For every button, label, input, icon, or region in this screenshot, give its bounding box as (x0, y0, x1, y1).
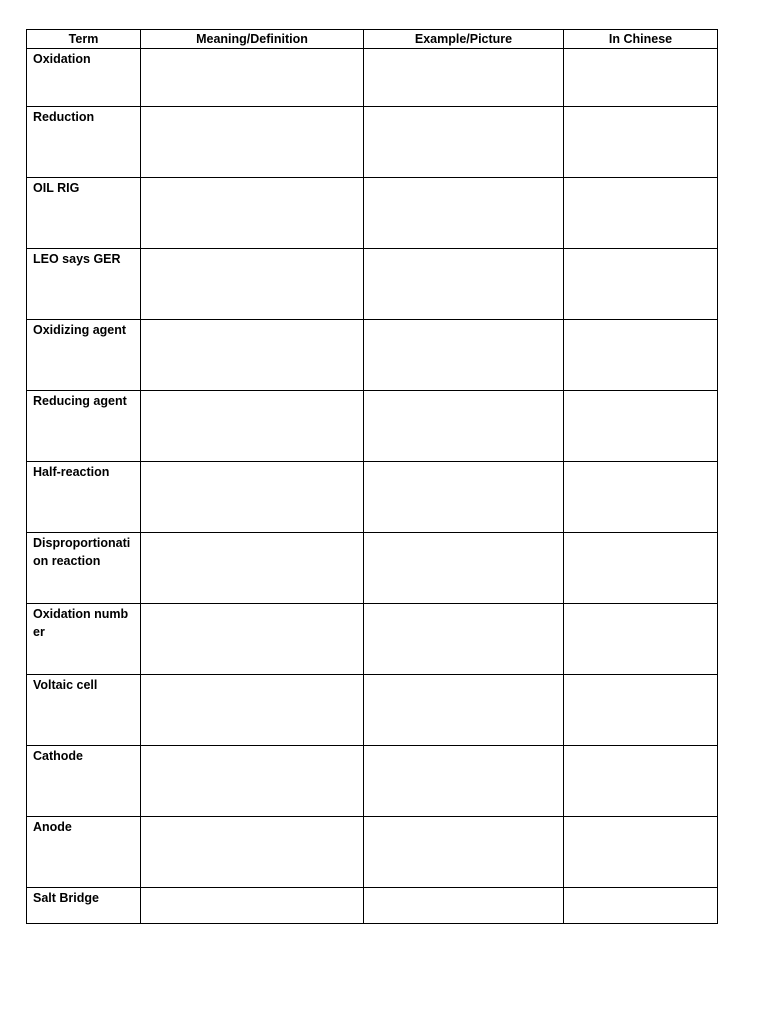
chinese-cell[interactable] (564, 249, 718, 320)
table-row (27, 675, 718, 746)
chinese-cell[interactable] (564, 817, 718, 888)
example-cell[interactable] (364, 746, 564, 817)
term-cell: Anode (27, 817, 141, 888)
chinese-cell[interactable] (564, 107, 718, 178)
meaning-cell[interactable] (141, 604, 364, 675)
table-row (27, 178, 718, 249)
table-row (27, 746, 718, 817)
term-cell: Cathode (27, 746, 141, 817)
meaning-cell[interactable] (141, 675, 364, 746)
meaning-cell[interactable] (141, 320, 364, 391)
example-cell[interactable] (364, 107, 564, 178)
meaning-cell[interactable] (141, 107, 364, 178)
meaning-cell[interactable] (141, 49, 364, 107)
chinese-cell[interactable] (564, 533, 718, 604)
chinese-cell[interactable] (564, 391, 718, 462)
term-cell: OIL RIG (27, 178, 141, 249)
chinese-cell[interactable] (564, 888, 718, 924)
example-cell[interactable] (364, 320, 564, 391)
table-row (27, 249, 718, 320)
chinese-cell[interactable] (564, 604, 718, 675)
meaning-cell[interactable] (141, 817, 364, 888)
table-row (27, 107, 718, 178)
term-cell: Voltaic cell (27, 675, 141, 746)
meaning-cell[interactable] (141, 391, 364, 462)
meaning-cell[interactable] (141, 462, 364, 533)
table-row (27, 49, 718, 107)
term-cell: Reduction (27, 107, 141, 178)
chinese-cell[interactable] (564, 746, 718, 817)
example-cell[interactable] (364, 462, 564, 533)
example-cell[interactable] (364, 888, 564, 924)
term-cell: Oxidizing agent (27, 320, 141, 391)
chinese-cell[interactable] (564, 462, 718, 533)
example-cell[interactable] (364, 604, 564, 675)
chinese-cell[interactable] (564, 49, 718, 107)
header-example: Example/Picture (364, 30, 564, 49)
table-row (27, 604, 718, 675)
example-cell[interactable] (364, 817, 564, 888)
chinese-cell[interactable] (564, 320, 718, 391)
table-row (27, 817, 718, 888)
header-meaning: Meaning/Definition (141, 30, 364, 49)
example-cell[interactable] (364, 178, 564, 249)
example-cell[interactable] (364, 49, 564, 107)
term-cell: Salt Bridge (27, 888, 141, 924)
example-cell[interactable] (364, 249, 564, 320)
example-cell[interactable] (364, 675, 564, 746)
term-cell: Oxidation number (27, 604, 141, 675)
chinese-cell[interactable] (564, 178, 718, 249)
table-row (27, 462, 718, 533)
table-row (27, 391, 718, 462)
meaning-cell[interactable] (141, 249, 364, 320)
term-cell: LEO says GER (27, 249, 141, 320)
meaning-cell[interactable] (141, 533, 364, 604)
table-row (27, 320, 718, 391)
example-cell[interactable] (364, 391, 564, 462)
term-cell: Half-reaction (27, 462, 141, 533)
term-cell: Oxidation (27, 49, 141, 107)
term-cell: Reducing agent (27, 391, 141, 462)
header-chinese: In Chinese (564, 30, 718, 49)
chinese-cell[interactable] (564, 675, 718, 746)
table-row (27, 533, 718, 604)
term-cell: Disproportionation reaction (27, 533, 141, 604)
table-header-row (27, 30, 718, 49)
meaning-cell[interactable] (141, 178, 364, 249)
header-term: Term (27, 30, 141, 49)
example-cell[interactable] (364, 533, 564, 604)
table-row (27, 888, 718, 924)
meaning-cell[interactable] (141, 888, 364, 924)
meaning-cell[interactable] (141, 746, 364, 817)
vocabulary-table (26, 29, 718, 924)
